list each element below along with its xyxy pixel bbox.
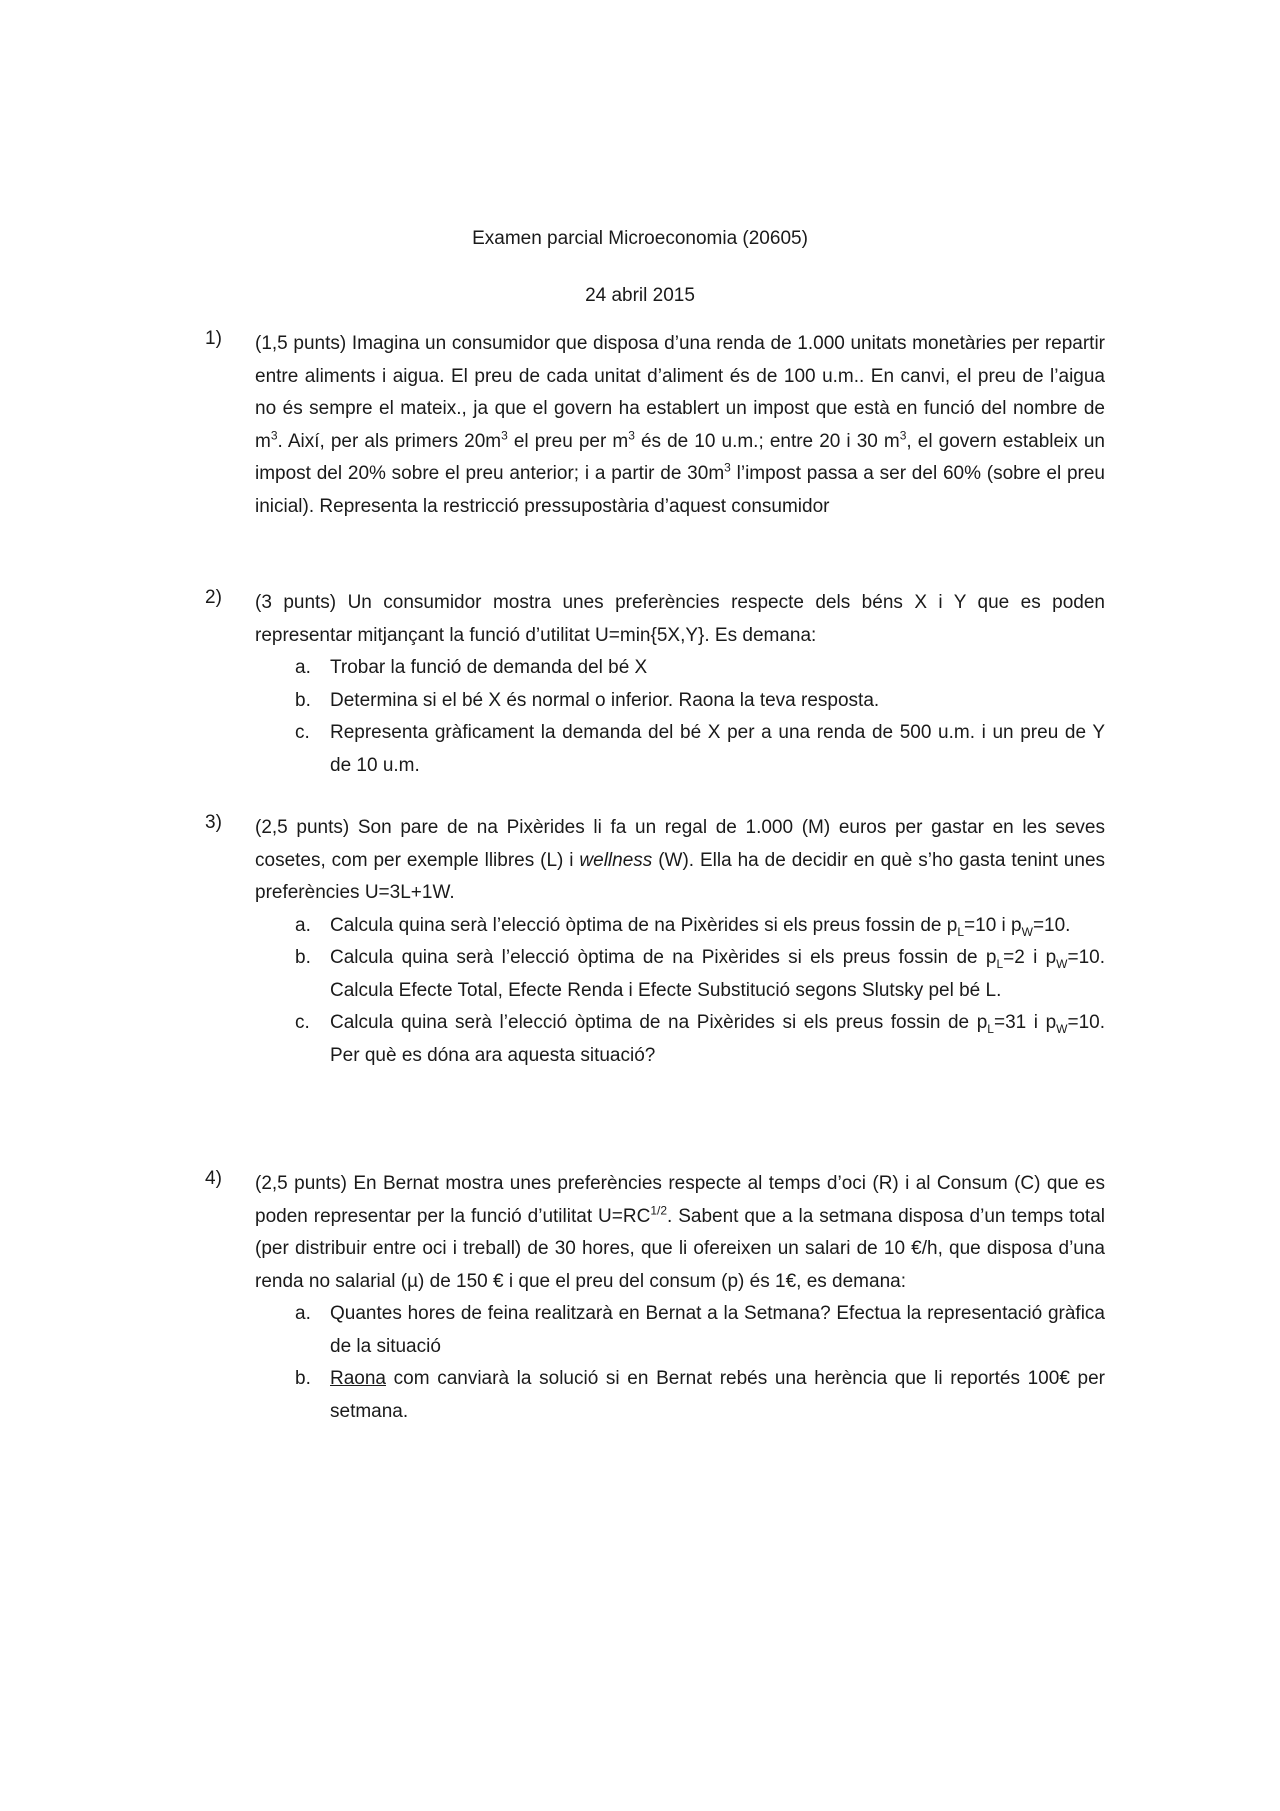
question-text: (1,5 punts) Imagina un consumidor que disposa d’una renda de 1.000 unitats monetàries per repartir entre aliments i aigua. El preu de cada unitat d’aliment és de 100 u.m.. En canvi, el preu de l’aigua no és sempre el mateix., ja que el govern ha establert un impost que està en funció del nombre de $m^3$. Així, per als primers $20m^3$ el preu per $m^3$ és de 10 u.m.; entre 20 i 30 $m^3$, el govern estableix un impost del 20% sobre el preu anterior; i a partir de $30m^3$ l’impost passa a ser del 60% (sobre el preu inicial). Representa la restricció pressupostària d’aquest consumidor [255, 333, 1105, 517]
sub-question-b: b. Raona com canviarà la solució si en Bernat rebés una herència que li reportés 100€ per setmana. [295, 1368, 1105, 1422]
question-number: 2) [205, 587, 222, 608]
question-number: 3) [205, 812, 222, 833]
exam-title: Examen parcial Microeconomia (20605) [472, 228, 808, 249]
sub-question-c: c. Representa gràficament la demanda del bé X per a una renda de 500 u.m. i un preu de Y de 10 u.m. [295, 722, 1105, 776]
question-text: (3 punts) Un consumidor mostra unes preferències respecte dels béns X i Y que es poden representar mitjançant la funció d’utilitat U=min{5X,Y}. Es demana: a. Trobar la funció de demanda del bé X b. Determina si el bé X és normal o inferior. Raona la teva resposta. c. Representa gràficament la demanda del bé X per a una renda de 500 u.m. i un preu de Y de 10 u.m. [255, 587, 1105, 782]
sub-question-a: a. Trobar la funció de demanda del bé X [295, 657, 648, 678]
question-1 [205, 328, 1105, 523]
exam-date: 24 abril 2015 [585, 285, 695, 306]
question-4 [205, 1168, 1105, 1428]
question-2 [205, 587, 1105, 782]
sub-question-b: b. Calcula quina serà l’elecció òptima de na Pixèrides si els preus fossin de $p_L=2$ i $p_W=10$. Calcula Efecte Total, Efecte Renda i Efecte Substitució segons Slutsky pel bé L. [295, 947, 1105, 1001]
sub-question-c: c. Calcula quina serà l’elecció òptima de na Pixèrides si els preus fossin de $p_L=31$ i $p_W=10$. Per què es dóna ara aquesta situació? [295, 1012, 1105, 1066]
question-text: (2,5 punts) Son pare de na Pixèrides li fa un regal de 1.000 (M) euros per gastar en les seves cosetes, com per exemple llibres (L) i wellness (W). Ella ha de decidir en què s’ho gasta tenint unes preferències U=3L+1W. a. Calcula quina serà l’elecció òptima de na Pixèrides si els preus fossin de $p_L=10$ i $p_W=10$. b. Calcula quina serà l’elecció òptima de na Pixèrides si els preus fossin de $p_L=2$ i $p_W=10$. Calcula Efecte Total, Efecte Renda i Efecte Substitució segons Slutsky pel bé L. c. Calcula quina serà l’elecció òptima de na Pixèrides si els preus fossin de $p_L=31$ i $p_W=10$. Per què es dóna ara aquesta situació? [255, 812, 1105, 1072]
sub-questions [255, 1298, 1105, 1428]
sub-question-a: a. Quantes hores de feina realitzarà en Bernat a la Setmana? Efectua la representació gràfica de la situació [295, 1303, 1105, 1357]
sub-questions [255, 652, 1105, 782]
sub-question-a: a. Calcula quina serà l’elecció òptima de na Pixèrides si els preus fossin de $p_L=10$ i $p_W=10$. [295, 914, 1071, 939]
sub-questions [255, 910, 1105, 1073]
sub-question-b: b. Determina si el bé X és normal o inferior. Raona la teva resposta. [295, 689, 880, 711]
question-number: 4) [205, 1168, 222, 1189]
question-text: (2,5 punts) En Bernat mostra unes preferències respecte al temps d’oci (R) i al Consum (C) que es poden representar per la funció d’utilitat $U=RC^{1/2}$. Sabent que a la setmana disposa d’un temps total (per distribuir entre oci i treball) de 30 hores, que li ofereixen un salari de 10 €/h, que disposa d’una renda no salarial (µ) de 150 € i que el preu del consum (p) és 1€, es demana: a. Quantes hores de feina realitzarà en Bernat a la Setmana? Efectua la representació gràfica de la situació b. Raona com canviarà la solució si en Bernat rebés una herència que li reportés 100€ per setmana. [255, 1168, 1105, 1428]
question-3 [205, 812, 1105, 1072]
question-number: 1) [205, 328, 222, 349]
